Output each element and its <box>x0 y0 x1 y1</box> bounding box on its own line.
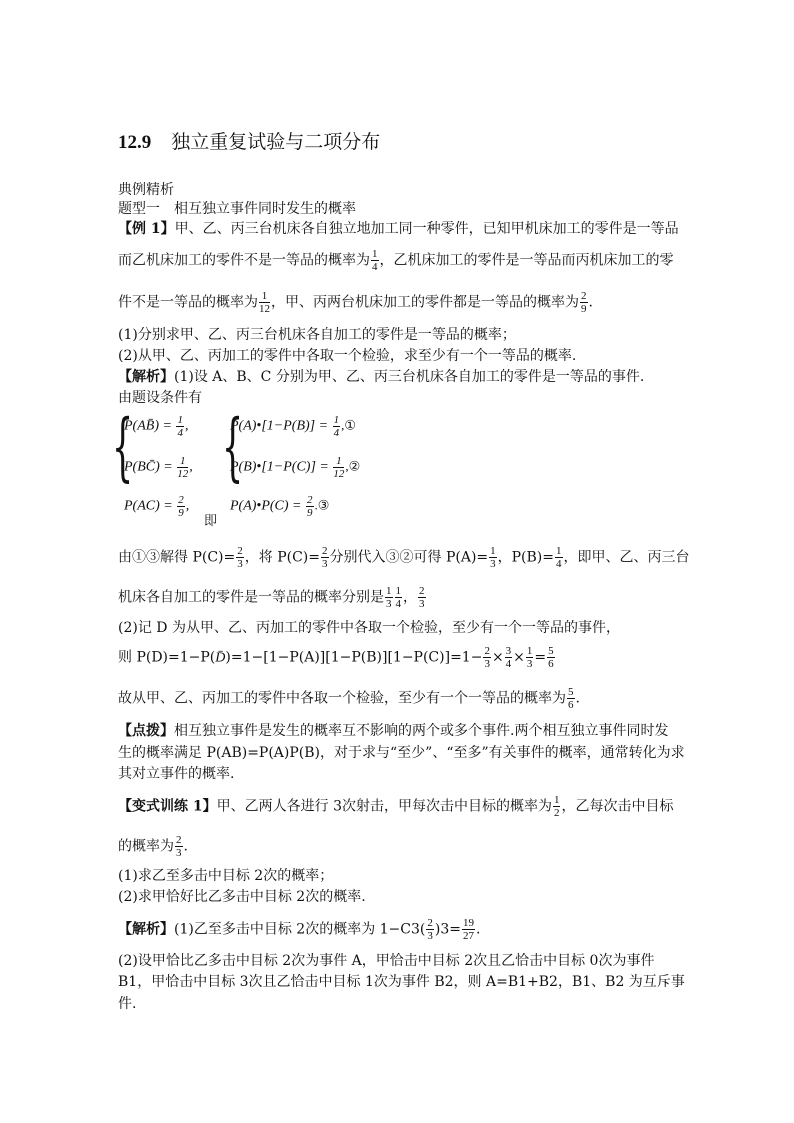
fraction: $\frac{2}{9}$ <box>581 290 587 315</box>
example-1-line-1: 【例 1】甲、乙、丙三台机床各自独立地加工同一种零件，已知甲机床加工的零件是一等品 <box>118 221 679 237</box>
section-number: 12.9 <box>118 132 152 153</box>
exercise-question-1: (1)求乙至多击中目标 2次的概率； <box>118 868 334 884</box>
tip-line-2: 生的概率满足 P(AB)=P(A)P(B)，对于求与“至少”、“至多”有关事件的概率，通常转化为求 <box>118 745 685 761</box>
example-tag: 【例 1】 <box>118 221 175 237</box>
solution-2-line-4: 件. <box>118 996 137 1012</box>
solution-2-line-1: 【解析】(1)乙至多击中目标 2次的概率为 1−C3( $\frac{2}{3}$ )3= $\frac{19}{27}$ . <box>118 917 481 942</box>
solution-1-line-2: 由题设条件有 <box>118 390 202 406</box>
section-title: 独立重复试验与二项分布 <box>171 131 381 153</box>
exercise-line-2: 的概率为 $\frac{2}{3}$ . <box>118 834 188 859</box>
system-a-eq-3: P(AC) = $\frac{2}{9}$ , <box>124 494 190 519</box>
solution-1-line-6: 则 P(D)=1−P(D̄)=1−[1−P(A)][1−P(B)][1−P(C)]=1− $\frac{2}{3}$ × $\frac{3}{4}$ × $\frac{1}{3}$ = $\frac{5}{6}$ <box>118 645 554 670</box>
fraction: $\frac{1}{12}$ <box>259 290 270 315</box>
solution-1-line-7: 故从甲、乙、丙加工的零件中各取一个检验，至少有一个一等品的概率为 $\frac{5}{6}$ . <box>118 686 580 711</box>
solution-1-line-5: (2)记 D 为从甲、乙、丙加工的零件中各取一个检验，至少有一个一等品的事件， <box>118 620 620 636</box>
exercise-line-1: 【变式训练 1】甲、乙两人各进行 3次射击，甲每次击中目标的概率为 $\frac{1}{2}$ ，乙每次击中目标 <box>118 794 674 819</box>
example-1-line-3: 件不是一等品的概率为 $\frac{1}{12}$ ，甲、丙两台机床加工的零件都是一等品的概率为 $\frac{2}{9}$ . <box>118 290 593 315</box>
tip-line-1: 【点拨】相互独立事件是发生的概率互不影响的两个或多个事件.两个相互独立事件同时发 <box>118 723 669 739</box>
example-1-line-2: 而乙机床加工的零件不是一等品的概率为 $\frac{1}{4}$ ，乙机床加工的零件是一等品而丙机床加工的零 <box>118 248 674 273</box>
system-a-eq-2: P(BC̄) = $\frac{1}{12}$ , <box>124 455 193 480</box>
solution-tag: 【解析】 <box>118 921 174 938</box>
solution-1-line-1: 【解析】(1)设 A、B、C 分别为甲、乙、丙三台机床各自加工的零件是一等品的事件. <box>118 369 645 385</box>
solution-tag: 【解析】 <box>118 369 174 385</box>
system-b-eq-1: P(A)•[1−P(B)] = $\frac{1}{4}$ ,① <box>230 414 356 439</box>
ji-label: 即 <box>204 514 218 529</box>
topic-heading: 题型一 相互独立事件同时发生的概率 <box>118 201 356 217</box>
solution-2-line-3: B1，甲恰击中目标 3次且乙恰击中目标 1次为事件 B2，则 A=B1+B2，B1、B2 为互斥事 <box>118 974 685 990</box>
solution-1-line-3: 由①③解得 P(C)= $\frac{2}{3}$ ，将 P(C)= $\frac{2}{3}$ 分别代入③②可得 P(A)= $\frac{1}{3}$ ，P(B)= $\frac{1}{4}$ ，即甲、乙、丙三台 <box>118 545 690 570</box>
fraction: $\frac{1}{4}$ <box>372 248 378 273</box>
exercise-question-2: (2)求甲恰好比乙多击中目标 2次的概率. <box>118 889 366 905</box>
tip-line-3: 其对立事件的概率. <box>118 766 235 782</box>
question-1: (1)分别求甲、乙、丙三台机床各自加工的零件是一等品的概率； <box>118 327 516 343</box>
page-title <box>118 127 380 154</box>
left-brace-icon: { <box>112 404 134 490</box>
left-brace-icon: { <box>222 404 244 490</box>
system-a-eq-1: P(AB̄) = $\frac{1}{4}$ , <box>124 414 189 439</box>
system-b-eq-3: P(A)•P(C) = $\frac{2}{9}$ .③ <box>230 494 330 519</box>
tip-tag: 【点拨】 <box>118 723 174 739</box>
solution-2-line-2: (2)设甲恰比乙多击中目标 2次为事件 A，甲恰击中目标 2次且乙恰击中目标 0次为事件 <box>118 953 655 969</box>
solution-1-line-4: 机床各自加工的零件是一等品的概率分别是 $\frac{1}{3}$ $\frac{1}{4}$ ， $\frac{2}{3}$ <box>118 585 425 610</box>
exercise-tag: 【变式训练 1】 <box>118 798 217 815</box>
system-b-eq-2: P(B)•[1−P(C)] = $\frac{1}{12}$ ,② <box>230 455 361 480</box>
section-heading: 典例精析 <box>118 182 174 198</box>
question-2: (2)从甲、乙、丙加工的零件中各取一个检验，求至少有一个一等品的概率. <box>118 348 577 364</box>
